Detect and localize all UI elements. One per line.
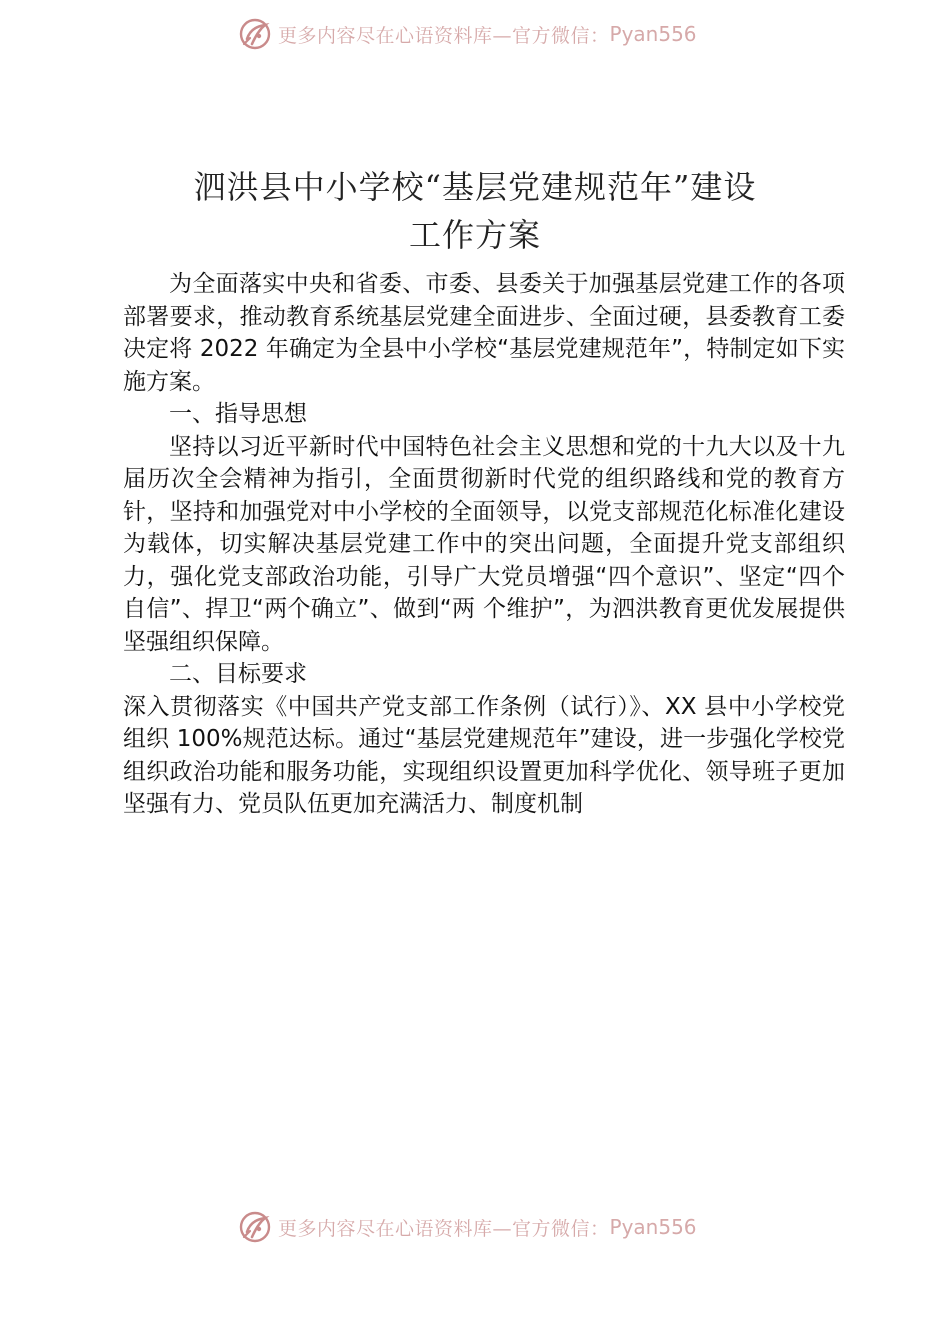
brand-logo-icon bbox=[238, 17, 272, 51]
section1-heading: 一、指导思想 bbox=[169, 401, 307, 427]
section2-paragraph: 深入贯彻落实《中国共产党支部工作条例（试行）》、XX 县中小学校党组织 100%规范达标。通过“基层党建规范年”建设，进一步强化学校党组织政治功能和服务功能，实现组织设置更加科学优化、领导班子更加坚强有力、党员队伍更加充满活力、制度机制 bbox=[123, 693, 845, 817]
section2-heading: 二、目标要求 bbox=[169, 661, 307, 687]
header-watermark bbox=[238, 14, 697, 54]
header-banner-wechat-id: Pyan556 bbox=[609, 22, 697, 46]
document-body bbox=[123, 268, 845, 821]
header-banner-text: 更多内容尽在心语资料库—官方微信： bbox=[278, 24, 610, 47]
section1-paragraph: 坚持以习近平新时代中国特色社会主义思想和党的十九大以及十九届历次全会精神为指引，全面贯彻新时代党的组织路线和党的教育方针，坚持和加强党对中小学校的全面领导，以党支部规范化标准化建设为载体，切实解决基层党建工作中的突出问题，全面提升党支部组织力，强化党支部政治功能，引导广大党员增强“四个意识”、坚定“四个自信”、捍卫“两个确立”、做到“两 个维护”，为泗洪教育更优发展提供坚强组织保障。 bbox=[123, 433, 845, 655]
footer-watermark bbox=[238, 1207, 697, 1247]
footer-banner-text: 更多内容尽在心语资料库—官方微信： bbox=[278, 1217, 610, 1240]
page-title-line1: 泗洪县中小学校“基层党建规范年”建设 bbox=[193, 168, 757, 206]
intro-paragraph: 为全面落实中央和省委、市委、县委关于加强基层党建工作的各项部署要求，推动教育系统基层党建全面进步、全面过硬，县委教育工委决定将 2022 年确定为全县中小学校“基层党建规范年”，特制定如下实施方案。 bbox=[123, 271, 845, 395]
page-title-line2: 工作方案 bbox=[408, 216, 541, 254]
footer-banner-wechat-id: Pyan556 bbox=[609, 1215, 697, 1239]
brand-logo-icon bbox=[238, 1210, 272, 1244]
